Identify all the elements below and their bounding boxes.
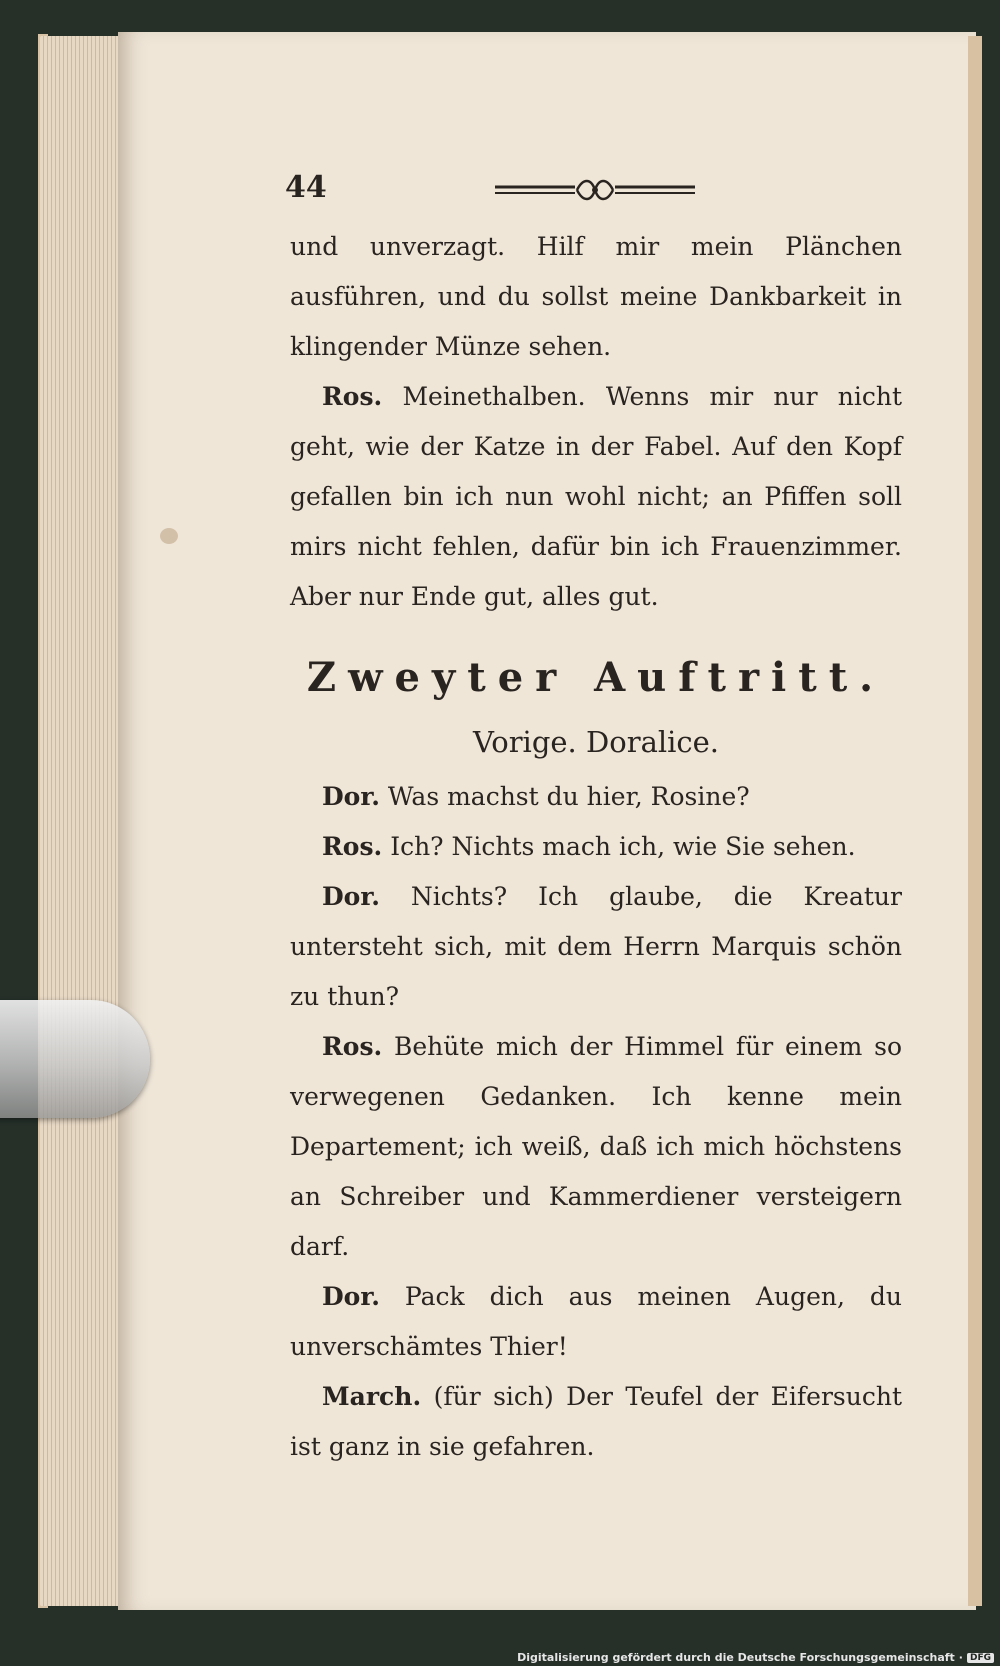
- dialogue-line: [290, 1022, 902, 1272]
- dialogue-line: [290, 822, 902, 872]
- dialogue-text: Pack dich aus meinen Augen, du unverschämtes Thier!: [290, 1282, 902, 1361]
- credit-text: Digitalisierung gefördert durch die Deutsche Forschungsgemeinschaft: [517, 1651, 955, 1664]
- dialogue-line: [290, 872, 902, 1022]
- header-ornament-icon: [495, 176, 695, 206]
- speaker-label: Ros.: [322, 1032, 383, 1061]
- speaker-label: Ros.: [322, 832, 383, 861]
- speaker-label: Dor.: [322, 1282, 380, 1311]
- paragraph-text: Meinethalben. Wenns mir nur nicht geht, wie der Katze in der Fabel. Auf den Kopf gefallen bin ich nun wohl nicht; an Pfiffen soll mirs nicht fehlen, dafür bin ich Frauenzimmer. Aber nur Ende gut, alles gut.: [290, 382, 902, 611]
- page-number: 44: [285, 170, 327, 205]
- paragraph-text: und unverzagt. Hilf mir mein Plänchen ausführen, und du sollst meine Dankbarkeit in klingender Münze sehen.: [290, 232, 902, 361]
- speaker-label: Ros.: [322, 382, 383, 411]
- dialogue-line: [290, 1272, 902, 1372]
- dialogue-text: Behüte mich der Himmel für einem so verwegenen Gedanken. Ich kenne mein Departement; ich weiß, daß ich mich höchstens an Schreiber und Kammerdiener versteigern darf.: [290, 1032, 902, 1261]
- dialogue-text: Nichts? Ich glaube, die Kreatur untersteht sich, mit dem Herrn Marquis schön zu thun?: [290, 882, 902, 1011]
- scene-characters: Vorige. Doralice.: [472, 725, 720, 759]
- paper-stain: [160, 528, 178, 544]
- dialogue-text: Ich? Nichts mach ich, wie Sie sehen.: [390, 832, 856, 861]
- speaker-label: Dor.: [322, 782, 380, 811]
- separator: ·: [958, 1651, 963, 1664]
- paragraph-2: [290, 372, 902, 622]
- dialogue-text: Was machst du hier, Rosine?: [387, 782, 750, 811]
- scene-heading: Zweyter Auftritt.: [306, 654, 886, 701]
- book-right-edge: [968, 36, 982, 1606]
- speaker-label: March.: [322, 1382, 422, 1411]
- footer-credit: [517, 1651, 994, 1664]
- page-text: [290, 222, 902, 1472]
- paragraph-1: [290, 222, 902, 372]
- dialogue-line: [290, 772, 902, 822]
- book-clip: [0, 1000, 150, 1118]
- speaker-label: Dor.: [322, 882, 380, 911]
- dialogue-text: (für sich) Der Teufel der Eifersucht ist ganz in sie gefahren.: [290, 1382, 902, 1461]
- dfg-logo: DFG: [967, 1653, 994, 1663]
- dialogue-line: [290, 1372, 902, 1472]
- page-header: [285, 170, 705, 210]
